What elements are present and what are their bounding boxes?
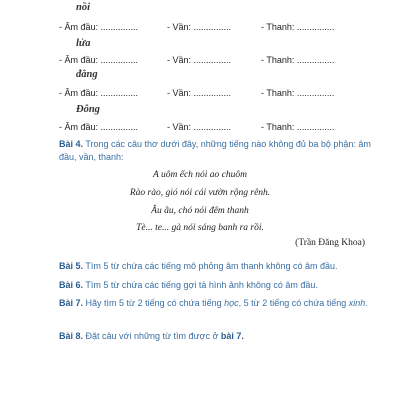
poem-line: Âu âu, chó nói đêm thanh (151, 206, 249, 216)
rhyme-field: - Vần: ............... (167, 55, 232, 65)
exercise-5 (59, 260, 381, 273)
analysis-row (0, 88, 400, 100)
tone-field: - Thanh: ............... (261, 122, 335, 132)
exercise-text: Đặt câu với những từ tìm được ở (85, 331, 221, 341)
poem-author: (Trần Đăng Khoa) (295, 238, 365, 248)
rhyme-field: - Vần: ............... (167, 88, 232, 98)
tone-field: - Thanh: ............... (261, 88, 335, 98)
tone-field: - Thanh: ............... (261, 55, 335, 65)
exercise-label: Bài 7. (59, 298, 84, 308)
exercise-text: Trong các câu thơ dưới đây, những tiếng nào không đủ ba bộ phận: âm đầu, vần, thanh: (59, 139, 371, 162)
exercise-text: , 5 từ 2 tiếng có chứa tiếng (238, 298, 349, 308)
exercise-6 (59, 279, 381, 292)
analysis-row (0, 122, 400, 134)
exercise-text: . (365, 298, 368, 308)
keyword-hoc: học (224, 298, 239, 308)
poem-line: Rào rào, gió nói cái vườn rộng rênh. (129, 188, 271, 198)
exercise-4 (59, 138, 381, 164)
initial-field: - Âm đầu: ............... (59, 22, 139, 32)
rhyme-field: - Vần: ............... (167, 22, 232, 32)
exercise-7 (59, 297, 381, 310)
word-label: nồi (76, 2, 91, 13)
exercise-text: Tìm 5 từ chứa các tiếng mô phỏng âm thanh không có âm đầu. (85, 261, 338, 271)
tone-field: - Thanh: ............... (261, 22, 335, 32)
analysis-row (0, 22, 400, 34)
poem-line: A uôm ếch nói ao chuôm (152, 170, 248, 180)
analysis-row (0, 55, 400, 67)
exercise-8 (59, 330, 381, 343)
poem-line: Tè... te... gà nói sáng banh ra rồi. (136, 223, 264, 233)
word-label: lửa (76, 38, 91, 49)
rhyme-field: - Vần: ............... (167, 122, 232, 132)
initial-field: - Âm đầu: ............... (59, 88, 139, 98)
exercise-ref: bài 7. (220, 331, 244, 341)
keyword-xinh: xinh (348, 298, 366, 308)
exercise-label: Bài 8. (59, 331, 84, 341)
word-label: Đông (76, 104, 100, 115)
exercise-text: Hãy tìm 5 từ 2 tiếng có chứa tiếng (85, 298, 225, 308)
initial-field: - Âm đầu: ............... (59, 122, 139, 132)
word-label: đằng (76, 69, 98, 80)
exercise-label: Bài 5. (59, 261, 84, 271)
exercise-label: Bài 6. (59, 280, 84, 290)
initial-field: - Âm đầu: ............... (59, 55, 139, 65)
exercise-text: Tìm 5 từ chứa các tiếng gợi tả hình ảnh không có âm đầu. (85, 280, 318, 290)
exercise-label: Bài 4. (59, 139, 84, 149)
